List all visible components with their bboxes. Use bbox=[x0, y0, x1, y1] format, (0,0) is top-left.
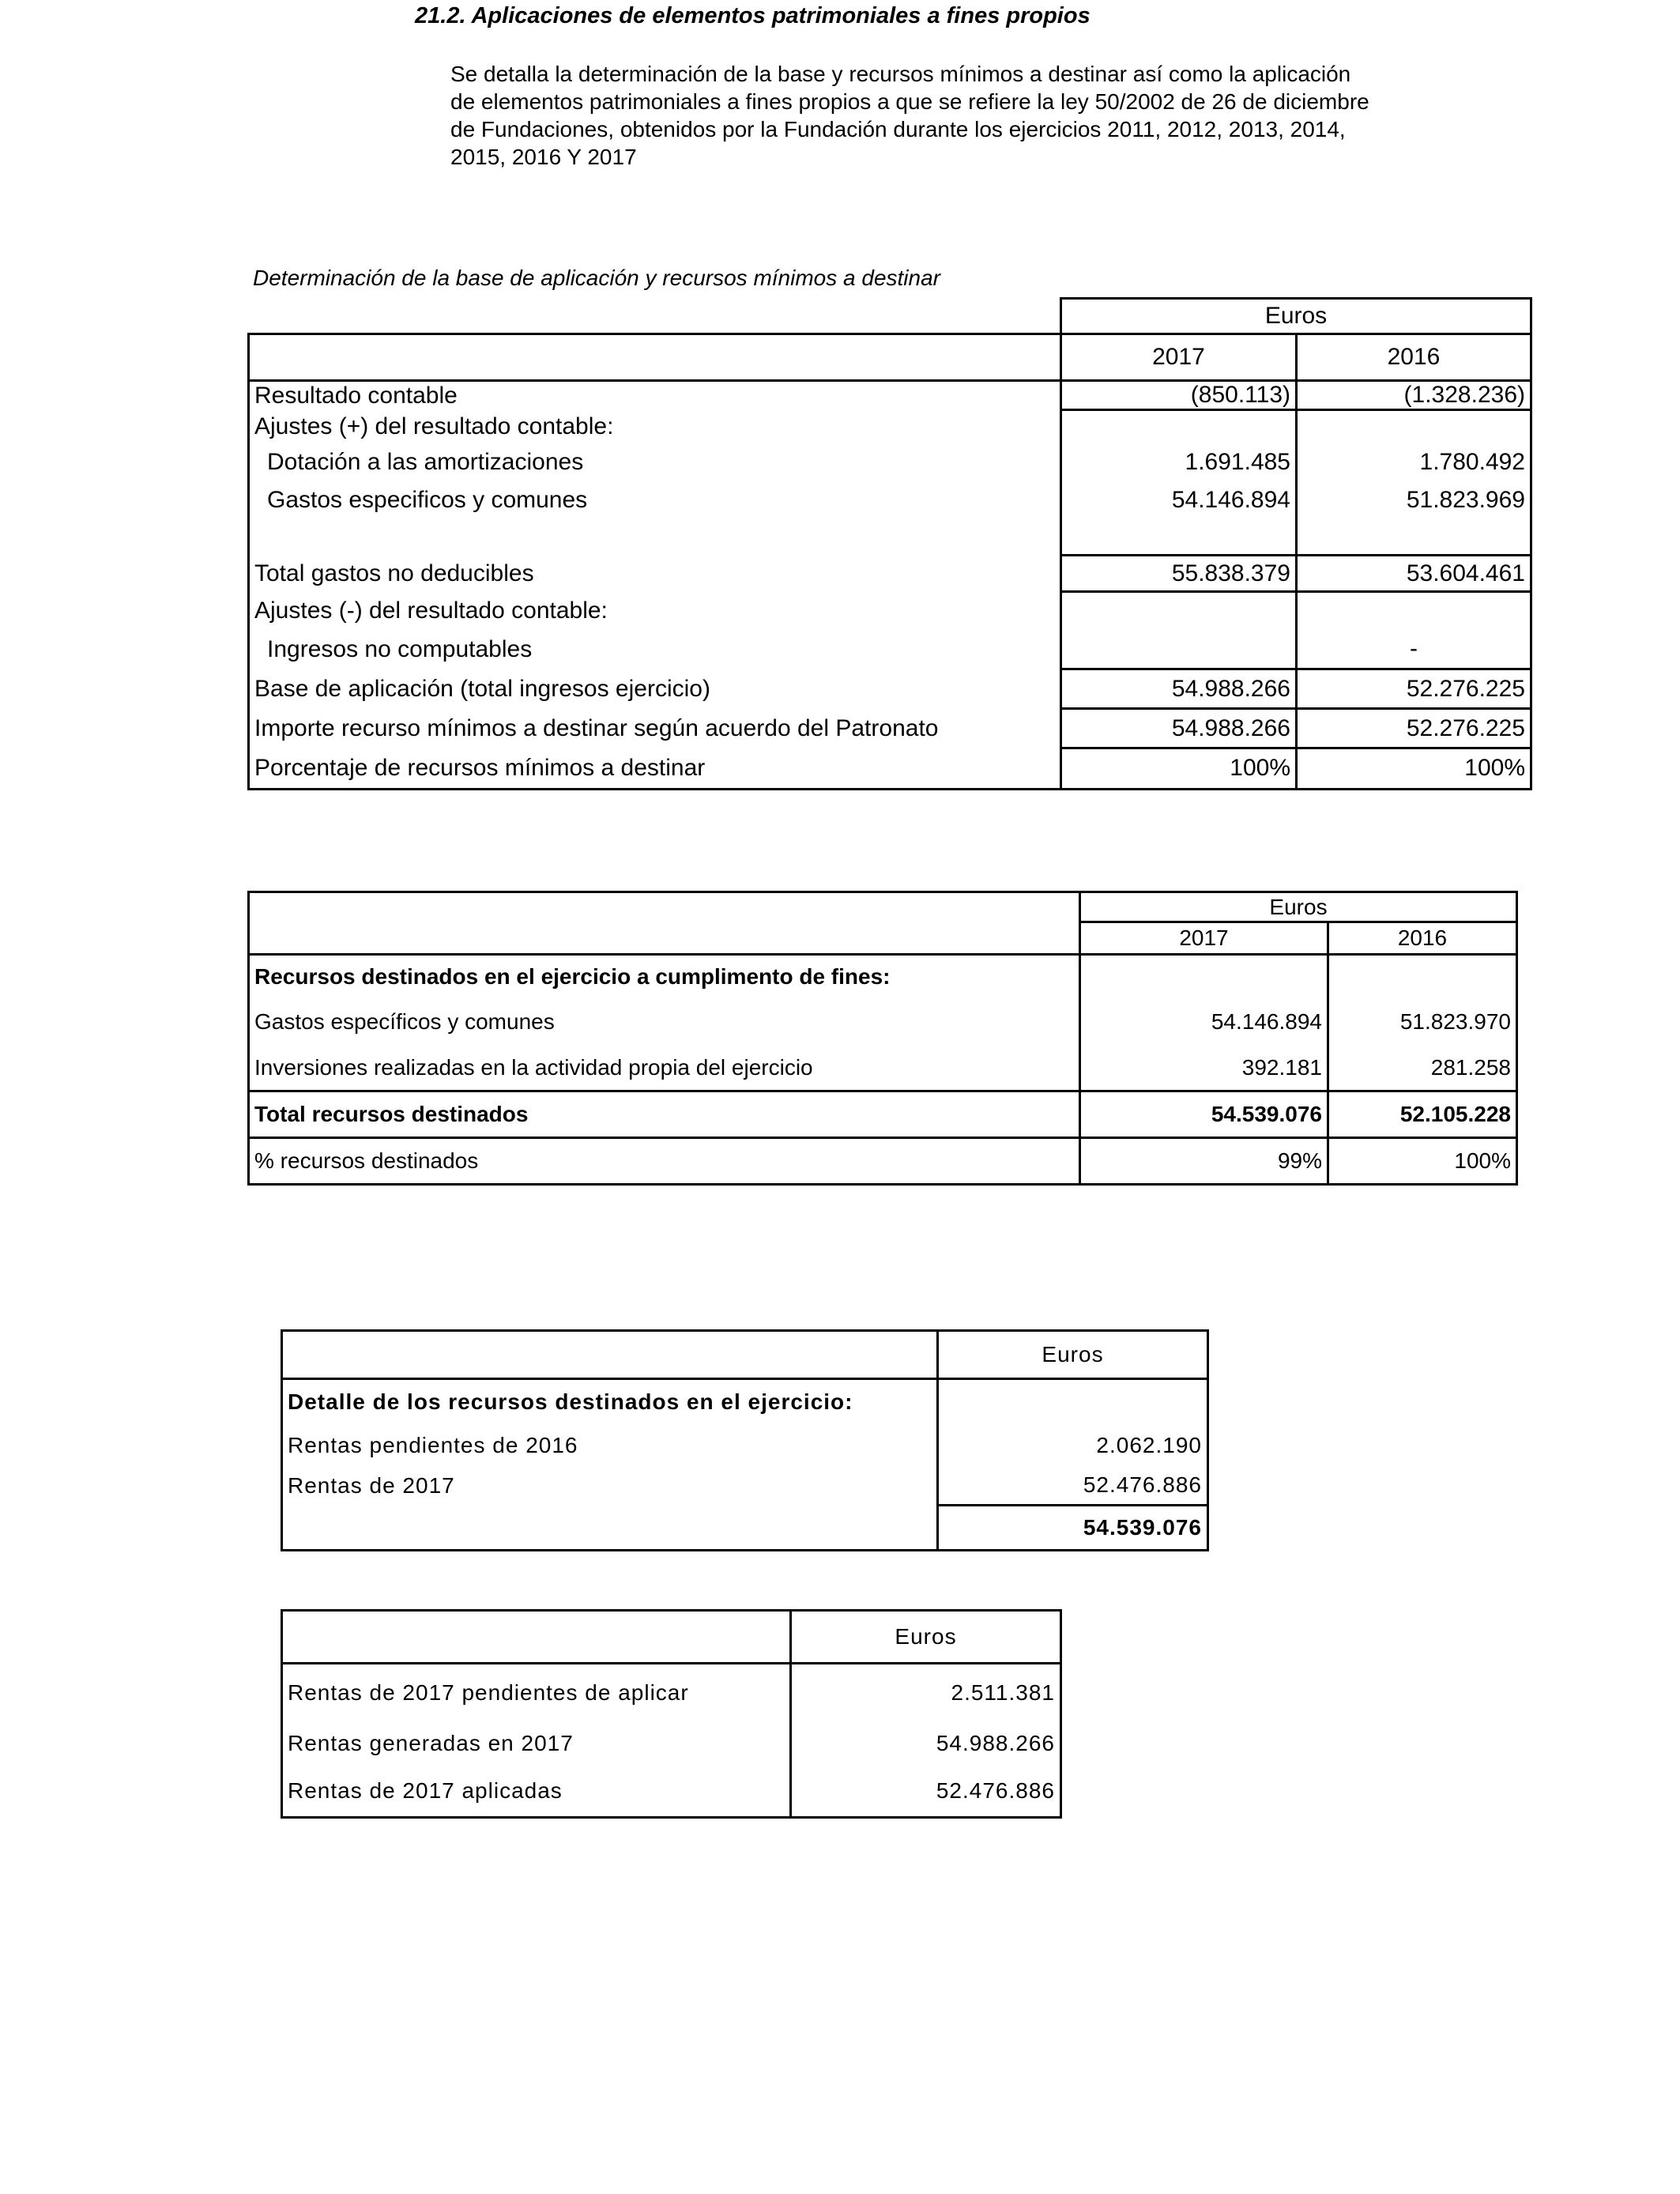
section-title: 21.2. Aplicaciones de elementos patrimoniales a fines propios bbox=[415, 3, 1090, 28]
year-header: 2016 bbox=[1328, 922, 1517, 955]
unit-header: Euros bbox=[791, 1611, 1061, 1664]
base-aplicacion-table bbox=[247, 297, 1532, 790]
table-row: Total gastos no deducibles 55.838.379 53.604.461 bbox=[249, 556, 1531, 592]
intro-paragraph bbox=[450, 60, 1454, 171]
table-row: Ajustes (+) del resultado contable: bbox=[249, 410, 1531, 443]
year-header: 2016 bbox=[1297, 334, 1531, 381]
table-row: Gastos especificos y comunes 54.146.894 51.823.969 bbox=[249, 481, 1531, 519]
table-row: Rentas de 2017 pendientes de aplicar 2.511.381 bbox=[282, 1664, 1061, 1722]
unit-header: Euros bbox=[938, 1331, 1208, 1379]
intro-line: de Fundaciones, obtenidos por la Fundación durante los ejercicios 2011, 2012, 2013, 2014, bbox=[450, 117, 1346, 141]
table-row bbox=[282, 1505, 1208, 1551]
table-row: Ajustes (-) del resultado contable: bbox=[249, 592, 1531, 630]
unit-header: Euros bbox=[1080, 892, 1517, 922]
table-row: Recursos destinados en el ejercicio a cumplimento de fines: bbox=[249, 955, 1517, 999]
table-row: Detalle de los recursos destinados en el ejercicio: bbox=[282, 1379, 1208, 1425]
table-row: Base de aplicación (total ingresos ejercicio) 54.988.266 52.276.225 bbox=[249, 669, 1531, 709]
table-row: Importe recurso mínimos a destinar según acuerdo del Patronato 54.988.266 52.276.225 bbox=[249, 709, 1531, 748]
table-row: Rentas generadas en 2017 54.988.266 bbox=[282, 1721, 1061, 1766]
total-value: 54.539.076 bbox=[938, 1505, 1208, 1551]
year-header: 2017 bbox=[1080, 922, 1328, 955]
intro-line: 2015, 2016 Y 2017 bbox=[450, 145, 637, 169]
intro-line: Se detalla la determinación de la base y recursos mínimos a destinar así como la aplicación bbox=[450, 62, 1351, 86]
table-row: Dotación a las amortizaciones 1.691.485 1.780.492 bbox=[249, 443, 1531, 481]
table-row: Rentas pendientes de 2016 2.062.190 bbox=[282, 1424, 1208, 1467]
table-row: Total recursos destinados 54.539.076 52.105.228 bbox=[249, 1091, 1517, 1138]
table-row: Resultado contable (850.113) (1.328.236) bbox=[249, 381, 1531, 410]
table1-caption: Determinación de la base de aplicación y recursos mínimos a destinar bbox=[253, 266, 940, 290]
intro-line: de elementos patrimoniales a fines propios a que se refiere la ley 50/2002 de 26 de diciembre bbox=[450, 89, 1369, 114]
detalle-recursos-table bbox=[281, 1329, 1209, 1551]
recursos-destinados-table bbox=[247, 891, 1518, 1186]
table-row: Inversiones realizadas en la actividad propia del ejercicio 392.181 281.258 bbox=[249, 1046, 1517, 1091]
table-row: Ingresos no computables - bbox=[249, 630, 1531, 669]
year-header: 2017 bbox=[1061, 334, 1297, 381]
unit-header: Euros bbox=[1061, 299, 1531, 334]
rentas-2017-table bbox=[281, 1609, 1062, 1819]
table-row: Porcentaje de recursos mínimos a destinar 100% 100% bbox=[249, 748, 1531, 790]
table-row: Gastos específicos y comunes 54.146.894 51.823.970 bbox=[249, 998, 1517, 1046]
table-row: Rentas de 2017 52.476.886 bbox=[282, 1467, 1208, 1505]
table-row: % recursos destinados 99% 100% bbox=[249, 1138, 1517, 1185]
table-row: Rentas de 2017 aplicadas 52.476.886 bbox=[282, 1766, 1061, 1818]
